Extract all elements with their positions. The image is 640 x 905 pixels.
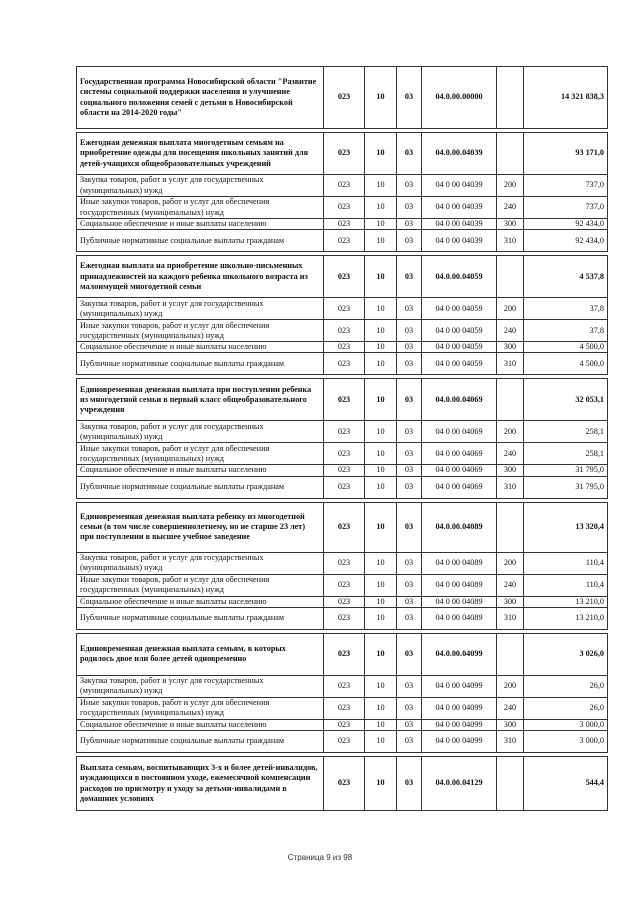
cell-amount: 13 210,0 bbox=[524, 596, 608, 607]
cell-subsection: 03 bbox=[397, 133, 422, 175]
cell-target-article: 04 0 00 04069 bbox=[422, 465, 497, 476]
cell-expense-type: 240 bbox=[497, 443, 524, 465]
cell-ved: 023 bbox=[324, 175, 365, 197]
table-row bbox=[77, 353, 608, 375]
cell-section: 10 bbox=[365, 596, 397, 607]
cell-amount: 26,0 bbox=[524, 675, 608, 697]
cell-section: 10 bbox=[365, 675, 397, 697]
cell-ved: 023 bbox=[324, 502, 365, 552]
cell-amount: 31 795,0 bbox=[524, 476, 608, 498]
cell-target-article: 04 0 00 04089 bbox=[422, 574, 497, 596]
cell-target-article: 04.0.00.04059 bbox=[422, 256, 497, 298]
cell-subsection: 03 bbox=[397, 552, 422, 574]
cell-subsection: 03 bbox=[397, 757, 422, 811]
cell-ved: 023 bbox=[324, 731, 365, 753]
cell-ved: 023 bbox=[324, 552, 365, 574]
cell-target-article: 04 0 00 04099 bbox=[422, 675, 497, 697]
table-row bbox=[77, 342, 608, 353]
cell-target-article: 04.0.00.00000 bbox=[422, 67, 497, 129]
cell-target-article: 04 0 00 04089 bbox=[422, 596, 497, 607]
cell-name: Ежегодная денежная выплата многодетным семьям на приобретение одежды для посещения школьных занятий для детей-учащихся общеобразовательных учреждений bbox=[77, 133, 324, 175]
cell-ved: 023 bbox=[324, 133, 365, 175]
cell-expense-type: 310 bbox=[497, 731, 524, 753]
cell-target-article: 04.0.00.04089 bbox=[422, 502, 497, 552]
cell-target-article: 04.0.00.04039 bbox=[422, 133, 497, 175]
cell-subsection: 03 bbox=[397, 67, 422, 129]
cell-section: 10 bbox=[365, 731, 397, 753]
table-row bbox=[77, 197, 608, 219]
cell-target-article: 04.0.00.04099 bbox=[422, 633, 497, 675]
cell-target-article: 04 0 00 04099 bbox=[422, 697, 497, 719]
cell-amount: 258,1 bbox=[524, 443, 608, 465]
cell-subsection: 03 bbox=[397, 379, 422, 421]
cell-target-article: 04 0 00 04099 bbox=[422, 731, 497, 753]
cell-expense-type bbox=[497, 757, 524, 811]
cell-subsection: 03 bbox=[397, 633, 422, 675]
cell-ved: 023 bbox=[324, 596, 365, 607]
table-row bbox=[77, 256, 608, 298]
cell-subsection: 03 bbox=[397, 596, 422, 607]
cell-target-article: 04.0.00.04129 bbox=[422, 757, 497, 811]
cell-name: Единовременная денежная выплата ребенку из многодетной семьи (в том числе совершеннолетнему, но не старше 23 лет) при поступлении в высшее учебное заведение bbox=[77, 502, 324, 552]
cell-target-article: 04 0 00 04059 bbox=[422, 353, 497, 375]
cell-section: 10 bbox=[365, 219, 397, 230]
cell-expense-type: 240 bbox=[497, 574, 524, 596]
cell-target-article: 04 0 00 04039 bbox=[422, 219, 497, 230]
cell-section: 10 bbox=[365, 353, 397, 375]
cell-subsection: 03 bbox=[397, 421, 422, 443]
cell-subsection: 03 bbox=[397, 443, 422, 465]
cell-name: Закупка товаров, работ и услуг для государственных (муниципальных) нужд bbox=[77, 175, 324, 197]
cell-ved: 023 bbox=[324, 633, 365, 675]
cell-name: Иные закупки товаров, работ и услуг для обеспечения государственных (муниципальных) нужд bbox=[77, 443, 324, 465]
cell-ved: 023 bbox=[324, 719, 365, 730]
cell-section: 10 bbox=[365, 552, 397, 574]
cell-ved: 023 bbox=[324, 465, 365, 476]
cell-ved: 023 bbox=[324, 298, 365, 320]
cell-amount: 544,4 bbox=[524, 757, 608, 811]
table-row bbox=[77, 719, 608, 730]
cell-name: Закупка товаров, работ и услуг для государственных (муниципальных) нужд bbox=[77, 421, 324, 443]
cell-name: Закупка товаров, работ и услуг для государственных (муниципальных) нужд bbox=[77, 298, 324, 320]
cell-target-article: 04 0 00 04059 bbox=[422, 320, 497, 342]
cell-section: 10 bbox=[365, 175, 397, 197]
cell-expense-type: 200 bbox=[497, 552, 524, 574]
cell-amount: 32 053,1 bbox=[524, 379, 608, 421]
budget-table bbox=[76, 63, 608, 811]
table-row bbox=[77, 219, 608, 230]
table-row bbox=[77, 596, 608, 607]
cell-subsection: 03 bbox=[397, 675, 422, 697]
cell-target-article: 04 0 00 04059 bbox=[422, 342, 497, 353]
cell-target-article: 04 0 00 04069 bbox=[422, 443, 497, 465]
cell-ved: 023 bbox=[324, 219, 365, 230]
table-row bbox=[77, 607, 608, 629]
table-body bbox=[77, 63, 608, 811]
cell-amount: 737,0 bbox=[524, 175, 608, 197]
cell-ved: 023 bbox=[324, 320, 365, 342]
table-row bbox=[77, 633, 608, 675]
cell-expense-type: 200 bbox=[497, 298, 524, 320]
cell-section: 10 bbox=[365, 465, 397, 476]
cell-expense-type: 300 bbox=[497, 219, 524, 230]
cell-subsection: 03 bbox=[397, 465, 422, 476]
cell-name: Государственная программа Новосибирской области "Развитие системы социальной поддержки населения и улучшение социального положения семей с детьми в Новосибирской области на 2014-2020 годы" bbox=[77, 67, 324, 129]
cell-amount: 14 321 838,3 bbox=[524, 67, 608, 129]
cell-section: 10 bbox=[365, 421, 397, 443]
cell-expense-type: 310 bbox=[497, 353, 524, 375]
cell-section: 10 bbox=[365, 298, 397, 320]
cell-expense-type: 200 bbox=[497, 175, 524, 197]
cell-section: 10 bbox=[365, 133, 397, 175]
cell-expense-type: 200 bbox=[497, 421, 524, 443]
cell-expense-type: 300 bbox=[497, 465, 524, 476]
cell-name: Публичные нормативные социальные выплаты гражданам bbox=[77, 353, 324, 375]
cell-section: 10 bbox=[365, 502, 397, 552]
cell-amount: 92 434,0 bbox=[524, 230, 608, 252]
cell-amount: 4 537,8 bbox=[524, 256, 608, 298]
cell-name: Закупка товаров, работ и услуг для государственных (муниципальных) нужд bbox=[77, 675, 324, 697]
table-row bbox=[77, 230, 608, 252]
cell-amount: 258,1 bbox=[524, 421, 608, 443]
cell-expense-type: 310 bbox=[497, 607, 524, 629]
cell-ved: 023 bbox=[324, 197, 365, 219]
cell-subsection: 03 bbox=[397, 175, 422, 197]
table-row bbox=[77, 298, 608, 320]
table-row bbox=[77, 379, 608, 421]
cell-amount: 3 000,0 bbox=[524, 731, 608, 753]
cell-subsection: 03 bbox=[397, 574, 422, 596]
cell-subsection: 03 bbox=[397, 197, 422, 219]
cell-expense-type: 310 bbox=[497, 230, 524, 252]
cell-target-article: 04 0 00 04039 bbox=[422, 175, 497, 197]
cell-target-article: 04 0 00 04099 bbox=[422, 719, 497, 730]
cell-expense-type: 300 bbox=[497, 596, 524, 607]
cell-subsection: 03 bbox=[397, 719, 422, 730]
table-row bbox=[77, 465, 608, 476]
cell-ved: 023 bbox=[324, 574, 365, 596]
cell-name: Публичные нормативные социальные выплаты гражданам bbox=[77, 731, 324, 753]
cell-ved: 023 bbox=[324, 757, 365, 811]
cell-amount: 737,0 bbox=[524, 197, 608, 219]
cell-target-article: 04 0 00 04089 bbox=[422, 552, 497, 574]
table-row bbox=[77, 320, 608, 342]
cell-name: Иные закупки товаров, работ и услуг для обеспечения государственных (муниципальных) нужд bbox=[77, 574, 324, 596]
cell-ved: 023 bbox=[324, 697, 365, 719]
cell-target-article: 04.0.00.04069 bbox=[422, 379, 497, 421]
table-row bbox=[77, 675, 608, 697]
cell-ved: 023 bbox=[324, 607, 365, 629]
table-row bbox=[77, 731, 608, 753]
cell-name: Выплата семьям, воспитывающих 3-х и более детей-инвалидов, нуждающихся в постоянном уходе, ежемесячной компенсации расходов по присмотру и уходу за детьми-инвалидами в домашних условиях bbox=[77, 757, 324, 811]
cell-name: Иные закупки товаров, работ и услуг для обеспечения государственных (муниципальных) нужд bbox=[77, 697, 324, 719]
cell-name: Иные закупки товаров, работ и услуг для обеспечения государственных (муниципальных) нужд bbox=[77, 197, 324, 219]
cell-name: Ежегодная выплата на приобретение школьно-письменных принадлежностей на каждого ребенка школьного возраста из малоимущей многодетной семьи bbox=[77, 256, 324, 298]
cell-section: 10 bbox=[365, 757, 397, 811]
cell-section: 10 bbox=[365, 379, 397, 421]
cell-expense-type bbox=[497, 133, 524, 175]
cell-name: Социальное обеспечение и иные выплаты населению bbox=[77, 219, 324, 230]
cell-expense-type bbox=[497, 502, 524, 552]
cell-section: 10 bbox=[365, 197, 397, 219]
cell-subsection: 03 bbox=[397, 342, 422, 353]
cell-subsection: 03 bbox=[397, 230, 422, 252]
cell-expense-type: 300 bbox=[497, 719, 524, 730]
table-row bbox=[77, 502, 608, 552]
cell-ved: 023 bbox=[324, 379, 365, 421]
cell-expense-type bbox=[497, 379, 524, 421]
cell-expense-type: 300 bbox=[497, 342, 524, 353]
cell-section: 10 bbox=[365, 697, 397, 719]
cell-section: 10 bbox=[365, 230, 397, 252]
table-row bbox=[77, 697, 608, 719]
cell-section: 10 bbox=[365, 443, 397, 465]
cell-section: 10 bbox=[365, 320, 397, 342]
cell-ved: 023 bbox=[324, 476, 365, 498]
cell-section: 10 bbox=[365, 633, 397, 675]
cell-name: Единовременная денежная выплата при поступлении ребенка из многодетной семьи в первый класс общеобразовательного учреждения bbox=[77, 379, 324, 421]
cell-subsection: 03 bbox=[397, 353, 422, 375]
cell-expense-type: 240 bbox=[497, 697, 524, 719]
cell-amount: 3 000,0 bbox=[524, 719, 608, 730]
cell-name: Иные закупки товаров, работ и услуг для обеспечения государственных (муниципальных) нужд bbox=[77, 320, 324, 342]
cell-expense-type: 200 bbox=[497, 675, 524, 697]
cell-subsection: 03 bbox=[397, 256, 422, 298]
cell-name: Единовременная денежная выплата семьям, в которых родилось двое или более детей одновременно bbox=[77, 633, 324, 675]
cell-amount: 110,4 bbox=[524, 574, 608, 596]
cell-section: 10 bbox=[365, 574, 397, 596]
cell-expense-type: 310 bbox=[497, 476, 524, 498]
table-row bbox=[77, 552, 608, 574]
cell-amount: 13 210,0 bbox=[524, 607, 608, 629]
cell-ved: 023 bbox=[324, 675, 365, 697]
cell-amount: 92 434,0 bbox=[524, 219, 608, 230]
cell-section: 10 bbox=[365, 67, 397, 129]
cell-name: Закупка товаров, работ и услуг для государственных (муниципальных) нужд bbox=[77, 552, 324, 574]
cell-amount: 31 795,0 bbox=[524, 465, 608, 476]
cell-expense-type bbox=[497, 67, 524, 129]
table-row bbox=[77, 175, 608, 197]
cell-ved: 023 bbox=[324, 256, 365, 298]
cell-amount: 37,8 bbox=[524, 298, 608, 320]
table-row bbox=[77, 757, 608, 811]
cell-section: 10 bbox=[365, 342, 397, 353]
cell-name: Публичные нормативные социальные выплаты гражданам bbox=[77, 607, 324, 629]
cell-amount: 93 171,0 bbox=[524, 133, 608, 175]
cell-expense-type bbox=[497, 633, 524, 675]
cell-ved: 023 bbox=[324, 421, 365, 443]
cell-amount: 4 500,0 bbox=[524, 342, 608, 353]
cell-section: 10 bbox=[365, 476, 397, 498]
cell-amount: 110,4 bbox=[524, 552, 608, 574]
cell-amount: 26,0 bbox=[524, 697, 608, 719]
cell-target-article: 04 0 00 04089 bbox=[422, 607, 497, 629]
cell-amount: 13 320,4 bbox=[524, 502, 608, 552]
cell-subsection: 03 bbox=[397, 320, 422, 342]
cell-ved: 023 bbox=[324, 230, 365, 252]
cell-name: Социальное обеспечение и иные выплаты населению bbox=[77, 465, 324, 476]
cell-section: 10 bbox=[365, 607, 397, 629]
page-number: Страница 9 из 98 bbox=[287, 853, 353, 862]
cell-section: 10 bbox=[365, 256, 397, 298]
cell-ved: 023 bbox=[324, 67, 365, 129]
table-row bbox=[77, 574, 608, 596]
cell-name: Публичные нормативные социальные выплаты гражданам bbox=[77, 230, 324, 252]
cell-target-article: 04 0 00 04039 bbox=[422, 230, 497, 252]
cell-subsection: 03 bbox=[397, 219, 422, 230]
cell-name: Публичные нормативные социальные выплаты гражданам bbox=[77, 476, 324, 498]
cell-target-article: 04 0 00 04069 bbox=[422, 476, 497, 498]
cell-name: Социальное обеспечение и иные выплаты населению bbox=[77, 719, 324, 730]
cell-subsection: 03 bbox=[397, 298, 422, 320]
table-row bbox=[77, 421, 608, 443]
table-row bbox=[77, 133, 608, 175]
cell-expense-type bbox=[497, 256, 524, 298]
cell-subsection: 03 bbox=[397, 607, 422, 629]
cell-subsection: 03 bbox=[397, 476, 422, 498]
cell-ved: 023 bbox=[324, 443, 365, 465]
cell-expense-type: 240 bbox=[497, 197, 524, 219]
cell-name: Социальное обеспечение и иные выплаты населению bbox=[77, 342, 324, 353]
cell-amount: 4 500,0 bbox=[524, 353, 608, 375]
table-row bbox=[77, 67, 608, 129]
cell-section: 10 bbox=[365, 719, 397, 730]
cell-target-article: 04 0 00 04059 bbox=[422, 298, 497, 320]
cell-subsection: 03 bbox=[397, 697, 422, 719]
cell-target-article: 04 0 00 04039 bbox=[422, 197, 497, 219]
cell-amount: 37,8 bbox=[524, 320, 608, 342]
cell-ved: 023 bbox=[324, 342, 365, 353]
cell-subsection: 03 bbox=[397, 731, 422, 753]
cell-expense-type: 240 bbox=[497, 320, 524, 342]
cell-amount: 3 026,0 bbox=[524, 633, 608, 675]
cell-ved: 023 bbox=[324, 353, 365, 375]
cell-name: Социальное обеспечение и иные выплаты населению bbox=[77, 596, 324, 607]
cell-subsection: 03 bbox=[397, 502, 422, 552]
table-row bbox=[77, 476, 608, 498]
table-row bbox=[77, 443, 608, 465]
cell-target-article: 04 0 00 04069 bbox=[422, 421, 497, 443]
